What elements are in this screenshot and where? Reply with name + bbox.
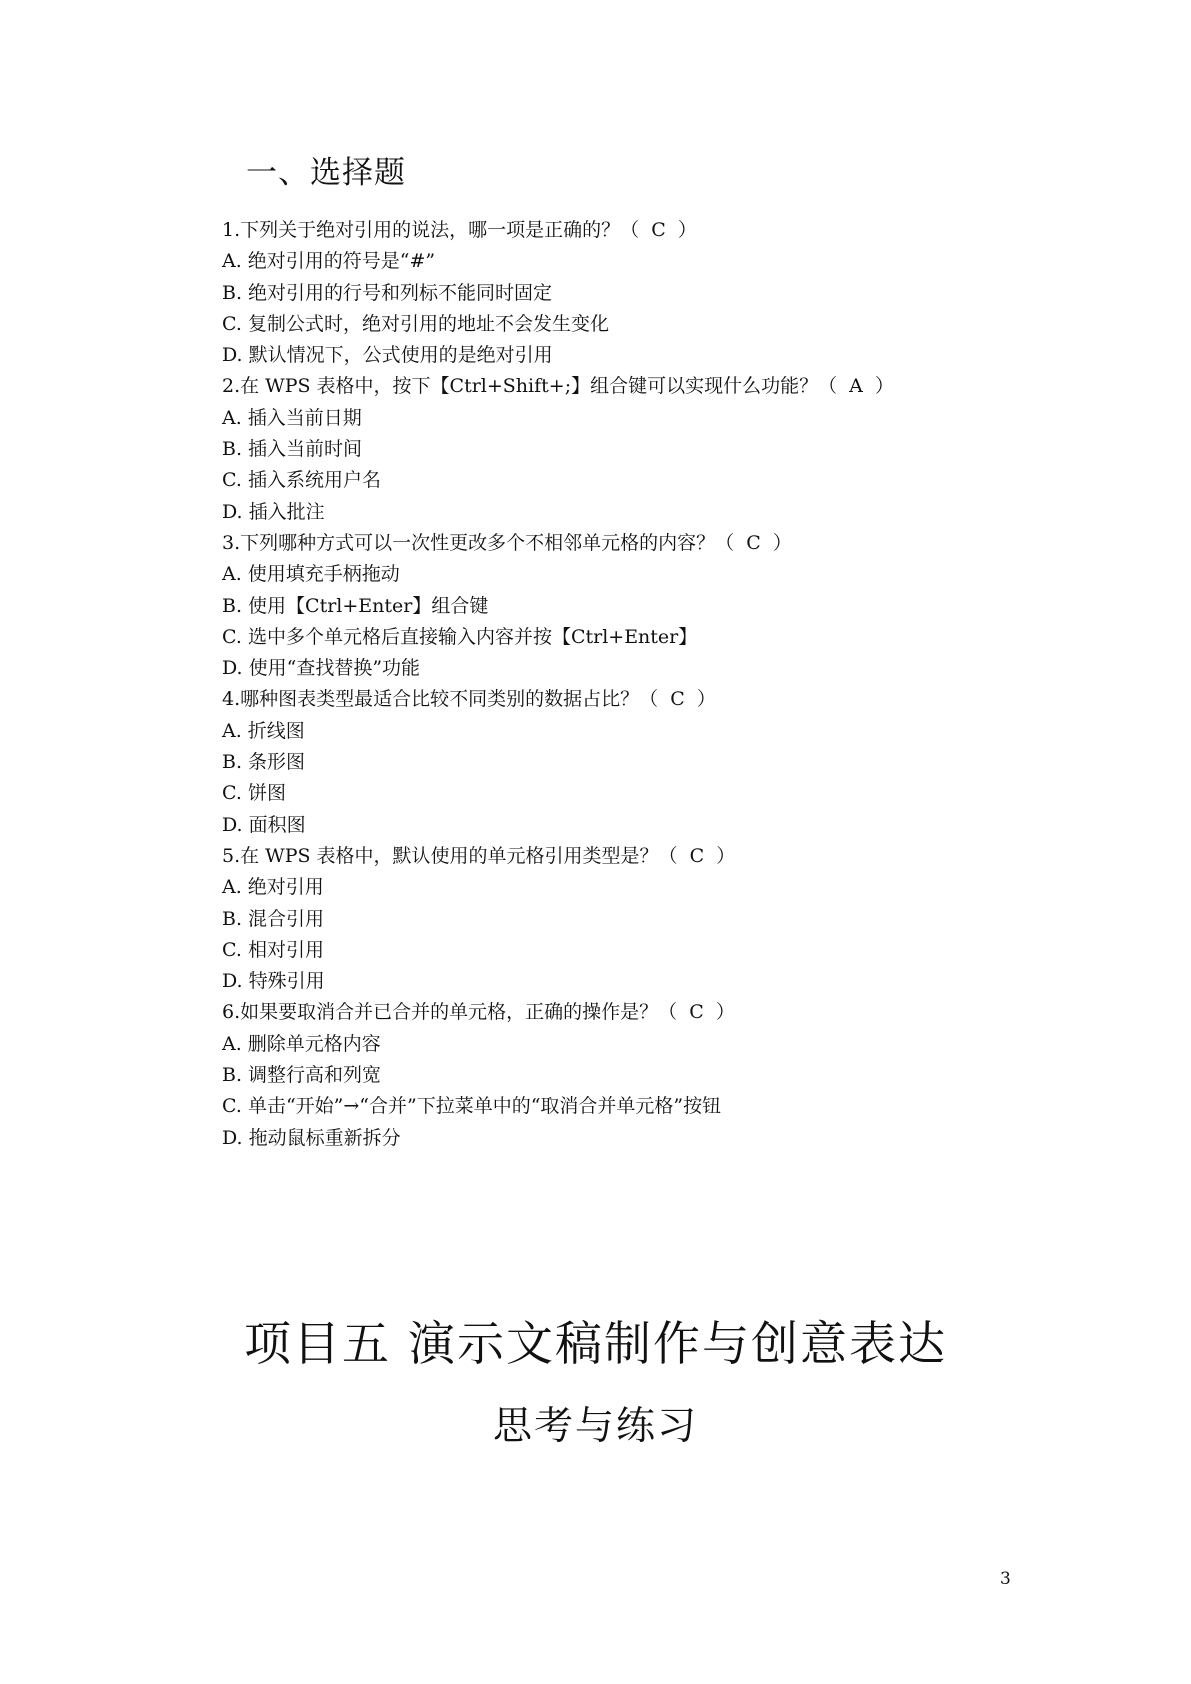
option-d: D. 面积图 [222, 813, 306, 836]
question-2 [222, 371, 1122, 527]
question-stem: 4.哪种图表类型最适合比较不同类别的数据占比？（ C ） [222, 688, 716, 711]
option-b: B. 调整行高和列宽 [222, 1064, 382, 1087]
question-4 [222, 684, 1122, 840]
option-c: C. 饼图 [222, 782, 286, 805]
option-c: C. 相对引用 [222, 938, 324, 961]
question-5 [222, 841, 1122, 997]
option-a: A. 绝对引用 [222, 876, 324, 899]
option-a: A. 删除单元格内容 [222, 1032, 381, 1055]
option-b: B. 混合引用 [222, 907, 325, 930]
option-d: D. 特殊引用 [222, 970, 325, 993]
question-stem: 3.下列哪种方式可以一次性更改多个不相邻单元格的内容？（ C ） [222, 531, 792, 554]
option-d: D. 拖动鼠标重新拆分 [222, 1126, 401, 1149]
question-3 [222, 528, 1122, 684]
option-d: D. 默认情况下，公式使用的是绝对引用 [222, 344, 553, 367]
section-heading: 一、选择题 [246, 155, 406, 191]
option-b: B. 使用【Ctrl+Enter】组合键 [222, 594, 489, 617]
option-a: A. 插入当前日期 [222, 406, 362, 429]
option-a: A. 绝对引用的符号是“#” [222, 250, 436, 273]
project-subtitle: 思考与练习 [492, 1404, 698, 1449]
option-b: B. 绝对引用的行号和列标不能同时固定 [222, 281, 553, 304]
question-stem: 6.如果要取消合并已合并的单元格，正确的操作是？（ C ） [222, 1001, 735, 1024]
option-b: B. 条形图 [222, 751, 306, 774]
question-list [222, 215, 1122, 1154]
option-d: D. 插入批注 [222, 500, 325, 523]
option-c: C. 选中多个单元格后直接输入内容并按【Ctrl+Enter】 [222, 625, 698, 648]
question-1 [222, 215, 1122, 371]
question-stem: 1.下列关于绝对引用的说法，哪一项是正确的？（ C ） [222, 219, 697, 241]
option-c: C. 单击“开始”→“合并”下拉菜单中的“取消合并单元格”按钮 [222, 1095, 722, 1118]
option-b: B. 插入当前时间 [222, 438, 363, 461]
page-number: 3 [1000, 1569, 1011, 1589]
option-c: C. 插入系统用户名 [222, 469, 381, 492]
option-a: A. 折线图 [222, 719, 305, 742]
option-a: A. 使用填充手柄拖动 [222, 563, 400, 586]
question-stem: 2.在 WPS 表格中，按下【Ctrl+Shift+;】组合键可以实现什么功能？（ A ） [222, 375, 894, 398]
question-stem: 5.在 WPS 表格中，默认使用的单元格引用类型是？（ C ） [222, 844, 736, 867]
option-d: D. 使用“查找替换”功能 [222, 657, 421, 680]
project-title: 项目五 演示文稿制作与创意表达 [244, 1317, 947, 1372]
option-c: C. 复制公式时，绝对引用的地址不会发生变化 [222, 312, 609, 335]
question-6 [222, 997, 1122, 1153]
